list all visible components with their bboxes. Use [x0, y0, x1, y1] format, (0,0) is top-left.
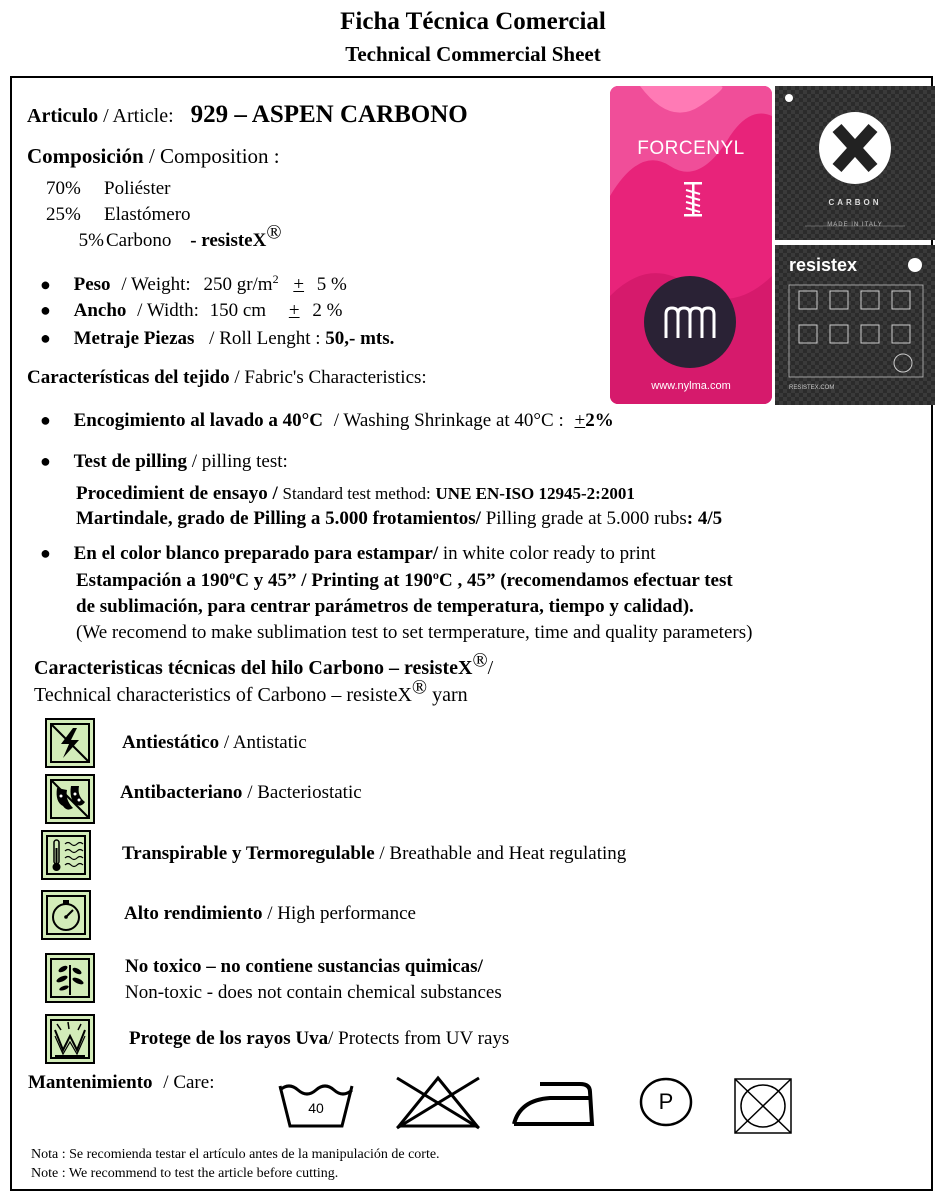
feature-uv-protection: [129, 1028, 509, 1050]
registered-mark: ®: [411, 676, 428, 699]
composition-item: [46, 204, 191, 226]
registered-mark: ®: [472, 649, 488, 672]
care-label-en: / Care:: [163, 1072, 215, 1093]
pilling-label-es: Test de pilling: [73, 451, 187, 472]
composition-pct: 70%: [46, 178, 81, 199]
shrinkage-label-en: / Washing Shrinkage at 40°C :: [333, 410, 564, 431]
feature-breathable: [122, 843, 626, 865]
feature-label-es: Transpirable y Termoregulable: [122, 843, 375, 864]
fabric-pilling: [40, 451, 288, 473]
feature-antibacterial: [120, 782, 362, 804]
spec-roll: [40, 328, 394, 350]
procedure-value: UNE EN-ISO 12945-2:2001: [435, 484, 635, 503]
fabric-heading: [27, 367, 427, 389]
feature-label-en: / Breathable and Heat regulating: [379, 843, 627, 864]
roll-value: 50,- mts.: [325, 328, 395, 349]
composition-pct: 5%: [78, 230, 104, 251]
wash-40-icon: [276, 1076, 356, 1130]
composition-name: Poliéster: [104, 178, 171, 199]
feature-label-es: Protege de los rayos Uva: [129, 1028, 329, 1049]
composition-label-en: / Composition :: [148, 144, 280, 168]
feature-label-en: / Antistatic: [223, 732, 307, 753]
carbon-brand: CARBON: [828, 198, 882, 207]
printing-line-1: Estampación a 190ºC y 45” / Printing at 190ºC , 45” (recomendamos efectuar test: [76, 570, 733, 591]
iron-icon: [510, 1078, 596, 1128]
forcenyl-url: www.nylma.com: [651, 380, 731, 392]
feature-label-es: Alto rendimiento: [124, 903, 263, 924]
yarn-heading-en: [34, 676, 468, 707]
bullet-icon: ●: [40, 328, 51, 348]
yarn-heading-es: Caracteristicas técnicas del hilo Carbono – resisteX®/: [34, 649, 494, 679]
spec-weight: [40, 272, 347, 296]
composition-name: Carbono: [106, 230, 172, 251]
martindale-label-en: Pilling grade at 5.000 rubs: [485, 508, 687, 529]
forcenyl-tag-image: [610, 86, 772, 404]
width-plus-minus: +: [288, 300, 300, 321]
no-bleach-icon: [393, 1074, 483, 1130]
feature-label-es: Antiestático: [122, 732, 220, 753]
antistatic-icon: [45, 718, 95, 768]
note-en: Note : We recommend to test the article before cutting.: [31, 1166, 339, 1181]
fabric-label-en: / Fabric's Characteristics:: [234, 367, 427, 388]
forcenyl-brand: FORCENYL: [637, 138, 745, 159]
non-toxic-icon: [45, 953, 95, 1003]
composition-pct: 25%: [46, 204, 81, 225]
bullet-icon: ●: [40, 300, 51, 320]
bullet-icon: ●: [40, 274, 51, 295]
article-value: 929 – ASPEN CARBONO: [190, 101, 468, 128]
yarn-title-en-tail: yarn: [432, 684, 468, 706]
feature-non-toxic-es: No toxico – no contiene sustancias quimicas/: [125, 956, 483, 977]
width-label-en: / Width:: [137, 300, 199, 321]
feature-non-toxic-en: Non-toxic - does not contain chemical substances: [125, 982, 502, 1003]
sheet-title: Ficha Técnica Comercial: [340, 8, 606, 35]
care-label-es: Mantenimiento: [28, 1072, 153, 1093]
bullet-icon: ●: [40, 543, 51, 563]
registered-mark: ®: [266, 221, 282, 244]
feature-label-en: / Bacteriostatic: [247, 782, 362, 803]
carbon-made-in: MADE IN ITALY: [827, 222, 883, 228]
bullet-icon: ●: [40, 451, 51, 471]
composition-heading: [27, 144, 280, 169]
dry-clean-p-icon: [638, 1076, 694, 1128]
feature-antistatic: [122, 732, 307, 754]
weight-value: 250 gr/m: [203, 274, 273, 296]
article-line: [27, 101, 468, 129]
fabric-white-color: [40, 543, 656, 565]
printing-line-2: de sublimación, para centrar parámetros de temperatura, tiempo y calidad).: [76, 596, 694, 617]
no-tumble-dry-icon: [732, 1076, 794, 1136]
performance-icon: [41, 890, 91, 940]
spec-width: [40, 300, 342, 322]
procedure-label-en: Standard test method:: [282, 484, 431, 503]
dry-clean-letter: P: [658, 1089, 674, 1114]
weight-exponent: 2: [272, 272, 279, 286]
composition-item: [46, 221, 282, 252]
resistex-url: RESISTEX.COM: [789, 385, 835, 391]
martindale-label-es: Martindale, grado de Pilling a 5.000 frotamientos/: [76, 508, 481, 529]
weight-label-es: Peso: [73, 274, 111, 296]
martindale-value: : 4/5: [686, 508, 723, 529]
sheet-subtitle: Technical Commercial Sheet: [345, 42, 601, 66]
printing-line-3: (We recomend to make sublimation test to set termperature, time and quality parameters): [76, 622, 753, 643]
uv-protection-icon: [45, 1014, 95, 1064]
weight-plus-minus: +: [293, 274, 305, 296]
bullet-icon: ●: [40, 410, 51, 430]
pilling-label-en: / pilling test:: [191, 451, 288, 472]
weight-tolerance: 5 %: [316, 274, 347, 296]
shrinkage-label-es: Encogimiento al lavado a 40°C: [73, 410, 323, 431]
roll-label-en: / Roll Lenght :: [209, 328, 321, 349]
article-label-es: Articulo: [27, 105, 99, 127]
composition-label-es: Composición: [27, 144, 144, 168]
shrinkage-plus-minus: +: [574, 410, 586, 431]
wash-temperature: 40: [308, 1100, 324, 1116]
antibacterial-icon: [45, 774, 95, 824]
fabric-label-es: Características del tejido: [27, 367, 230, 388]
yarn-title-es: Caracteristicas técnicas del hilo Carbono – resisteX: [34, 657, 473, 679]
white-label-es: En el color blanco preparado para estampar/: [73, 543, 439, 564]
composition-item: [46, 178, 171, 200]
feature-label-en: / Protects from UV rays: [328, 1028, 510, 1049]
care-heading: [28, 1072, 214, 1094]
shrinkage-value: 2%: [585, 410, 614, 431]
pilling-procedure: [76, 483, 635, 505]
roll-label-es: Metraje Piezas: [73, 328, 195, 349]
composition-name: Elastómero: [104, 204, 191, 225]
white-label-en: in white color ready to print: [442, 543, 656, 564]
weight-label-en: / Weight:: [121, 274, 191, 296]
breathable-icon: [41, 830, 91, 880]
width-label-es: Ancho: [73, 300, 127, 321]
width-value: 150 cm: [209, 300, 267, 321]
feature-label-es: Antibacteriano: [120, 782, 243, 803]
resistex-tag-image: [775, 245, 935, 405]
note-es: Nota : Se recomienda testar el artículo antes de la manipulación de corte.: [31, 1147, 440, 1162]
resistex-brand: resistex: [789, 255, 858, 275]
pilling-martindale: [76, 508, 722, 530]
yarn-title-en: Technical characteristics of Carbono – resisteX: [34, 684, 412, 706]
procedure-label-es: Procedimient de ensayo /: [76, 483, 278, 504]
article-label-en: / Article:: [103, 105, 174, 127]
feature-label-en: / High performance: [267, 903, 416, 924]
carbon-tag-image: [775, 86, 935, 240]
composition-extra: - resisteX: [190, 230, 267, 251]
feature-performance: [124, 903, 416, 925]
width-tolerance: 2 %: [312, 300, 343, 321]
fabric-shrinkage: [40, 410, 614, 432]
